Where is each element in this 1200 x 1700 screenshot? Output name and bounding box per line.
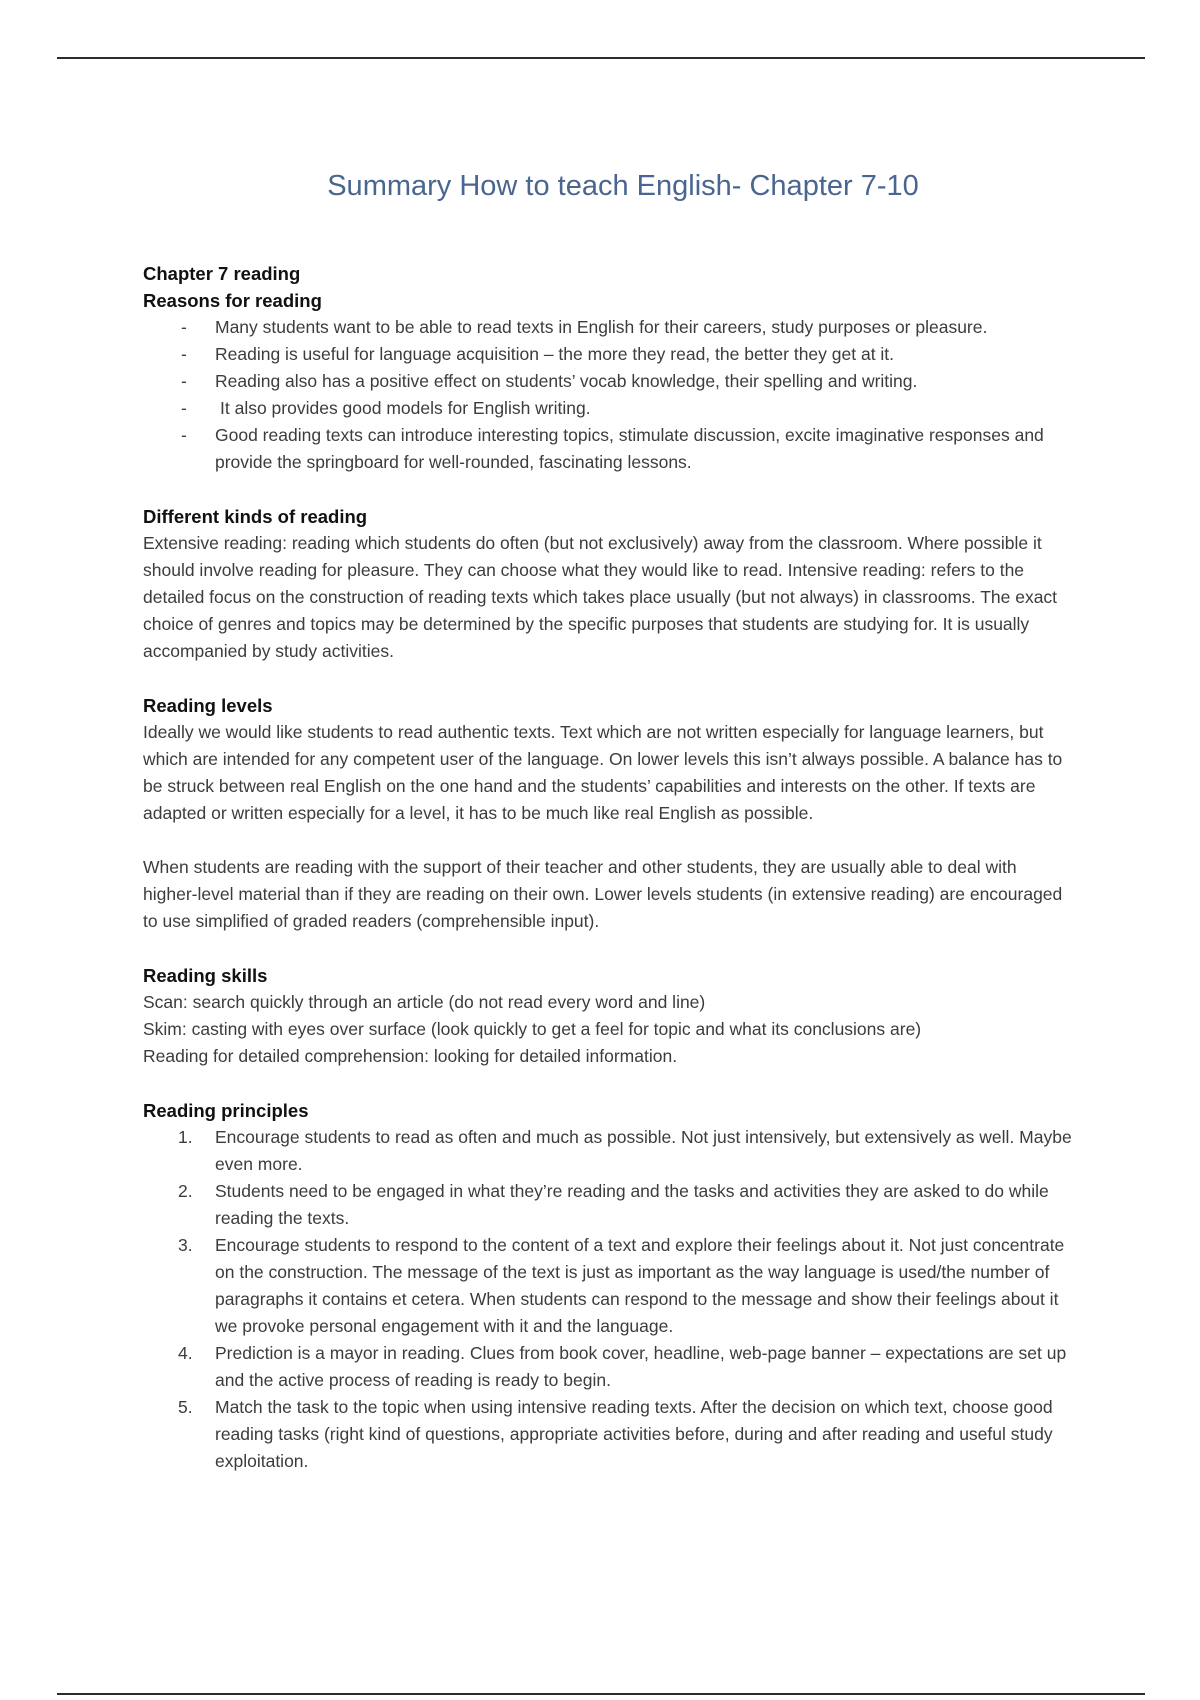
list-item-text: Match the task to the topic when using intensive reading texts. After the decision on which text, choose good reading tasks (right kind of questions, appropriate activities before, during and after reading and useful study exploitation.	[215, 1397, 1053, 1471]
list-item	[143, 422, 1073, 476]
number-marker: 5.	[178, 1397, 193, 1417]
list-item-text: Reading is useful for language acquisition – the more they read, the better they get at it.	[215, 344, 895, 364]
skills-heading: Reading skills	[143, 965, 268, 986]
reasons-heading: Reasons for reading	[143, 290, 322, 311]
list-item	[143, 341, 1073, 368]
list-item-text: Reading also has a positive effect on students’ vocab knowledge, their spelling and writing.	[215, 371, 918, 391]
list-item-text: Many students want to be able to read texts in English for their careers, study purposes or pleasure.	[215, 317, 988, 337]
levels-paragraph-2: When students are reading with the support of their teacher and other students, they are usually able to deal with higher-level material than if they are reading on their own. Lower levels students (in extensive reading) are encouraged to use simplified of graded readers (comprehensible input).	[143, 857, 1063, 931]
chapter-heading: Chapter 7 reading	[143, 263, 301, 284]
skills-line-skim: Skim: casting with eyes over surface (look quickly to get a feel for topic and what its conclusions are)	[143, 1019, 922, 1039]
list-item-text: Encourage students to respond to the content of a text and explore their feelings about it. Not just concentrate on the construction. The message of the text is just as important as the way language is used/the number of paragraphs it contains et cetera. When students can respond to the message and show their feelings about it we provoke personal engagement with it and the language.	[215, 1235, 1065, 1336]
list-item-text: Encourage students to read as often and much as possible. Not just intensively, but extensively as well. Maybe even more.	[215, 1127, 1072, 1174]
number-marker: 3.	[178, 1235, 193, 1255]
dash-marker: -	[181, 398, 187, 418]
list-item-text: It also provides good models for English writing.	[220, 398, 591, 418]
reasons-list	[143, 314, 1073, 476]
skills-line-detailed: Reading for detailed comprehension: looking for detailed information.	[143, 1046, 678, 1066]
dash-marker: -	[181, 317, 187, 337]
principles-heading: Reading principles	[143, 1100, 309, 1121]
list-item	[143, 1178, 1073, 1232]
principles-list	[143, 1124, 1073, 1475]
number-marker: 1.	[178, 1127, 193, 1147]
number-marker: 2.	[178, 1181, 193, 1201]
document-title: Summary How to teach English- Chapter 7-10	[327, 170, 919, 202]
kinds-paragraph: Extensive reading: reading which students do often (but not exclusively) away from the classroom. Where possible it should involve reading for pleasure. They can choose what they would like to read. Intensive reading: refers to the detailed focus on the construction of reading texts which takes place usually (but not always) in classrooms. The exact choice of genres and topics may be determined by the specific purposes that students are studying for. It is usually accompanied by study activities.	[143, 533, 1058, 661]
levels-heading: Reading levels	[143, 695, 273, 716]
list-item	[143, 395, 1073, 422]
list-item	[143, 368, 1073, 395]
levels-paragraph-1: Ideally we would like students to read authentic texts. Text which are not written especially for language learners, but which are intended for any competent user of the language. On lower levels this isn’t always possible. A balance has to be struck between real English on the one hand and the students’ capabilities and interests on the other. If texts are adapted or written especially for a level, it has to be much like real English as possible.	[143, 722, 1063, 823]
list-item	[143, 1124, 1073, 1178]
list-item-text: Good reading texts can introduce interesting topics, stimulate discussion, excite imaginative responses and provide the springboard for well-rounded, fascinating lessons.	[215, 425, 1044, 472]
dash-marker: -	[181, 425, 187, 445]
document-page	[143, 168, 1073, 1475]
skills-line-scan: Scan: search quickly through an article (do not read every word and line)	[143, 992, 706, 1012]
dash-marker: -	[181, 371, 187, 391]
list-item	[143, 1340, 1073, 1394]
kinds-heading: Different kinds of reading	[143, 506, 368, 527]
list-item	[143, 1232, 1073, 1340]
list-item-text: Prediction is a mayor in reading. Clues from book cover, headline, web-page banner – expectations are set up and the active process of reading is ready to begin.	[215, 1343, 1067, 1390]
list-item	[143, 314, 1073, 341]
list-item-text: Students need to be engaged in what they’re reading and the tasks and activities they are asked to do while reading the texts.	[215, 1181, 1049, 1228]
dash-marker: -	[181, 344, 187, 364]
top-rule	[57, 57, 1145, 59]
bottom-rule	[57, 1693, 1145, 1695]
list-item	[143, 1394, 1073, 1475]
number-marker: 4.	[178, 1343, 193, 1363]
